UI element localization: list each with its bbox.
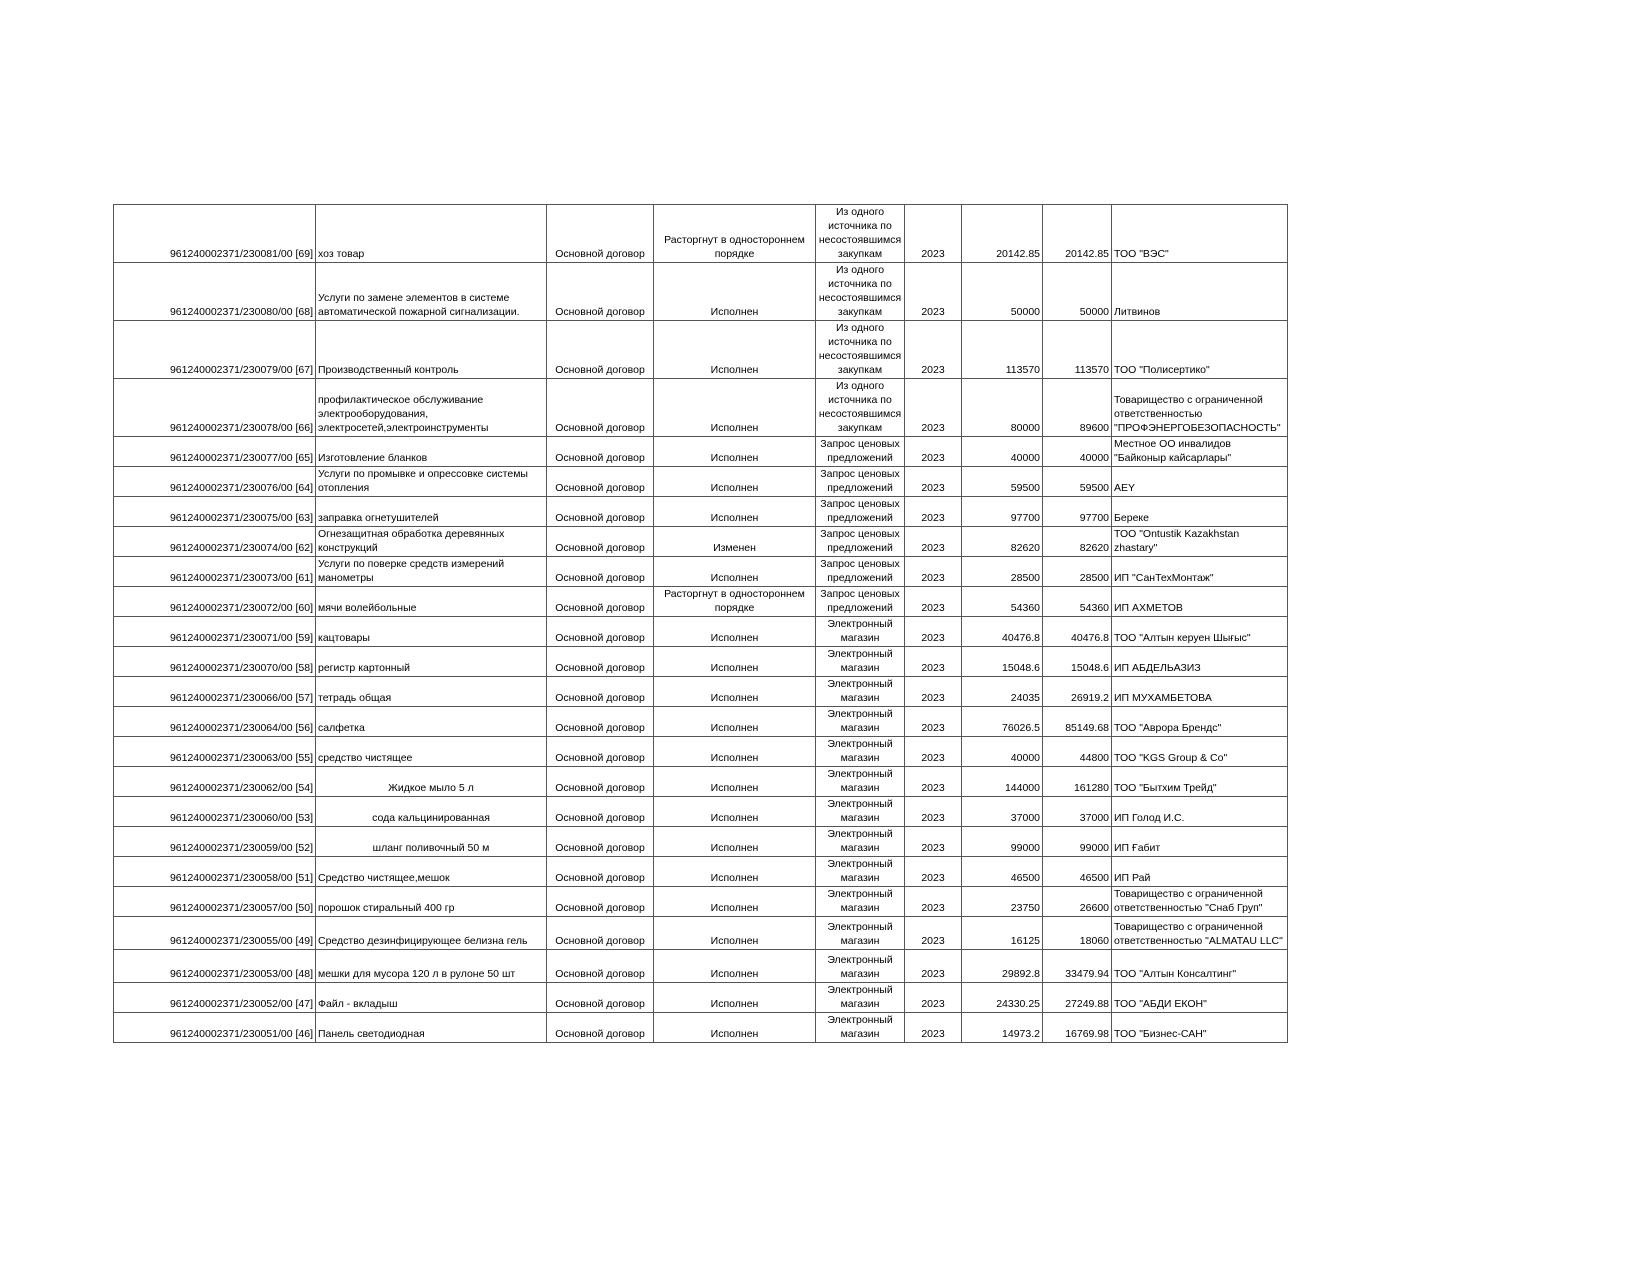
amount-cell: 40476.8 [962,617,1043,647]
subject-cell: Услуги по промывке и опрессовке системы отопления [316,467,547,497]
supplier-cell: AEY [1112,467,1288,497]
amount-cell: 15048.6 [962,647,1043,677]
contract-type-cell: Основной договор [547,983,654,1013]
year-cell: 2023 [905,1013,962,1043]
year-cell: 2023 [905,983,962,1013]
table-row [114,467,1288,497]
procurement-method-cell: Электронный магазин [816,1013,905,1043]
contract-id-cell: 961240002371/230073/00 [61] [114,557,316,587]
amount-with-vat-cell: 44800 [1043,737,1112,767]
contract-type-cell: Основной договор [547,497,654,527]
status-cell: Исполнен [654,321,816,379]
procurement-method-cell: Электронный магазин [816,737,905,767]
contract-id-cell: 961240002371/230071/00 [59] [114,617,316,647]
procurement-method-cell: Электронный магазин [816,797,905,827]
supplier-cell: ТОО "Бытхим Трейд" [1112,767,1288,797]
supplier-cell: Береке [1112,497,1288,527]
status-cell: Исполнен [654,737,816,767]
year-cell: 2023 [905,647,962,677]
year-cell: 2023 [905,797,962,827]
year-cell: 2023 [905,497,962,527]
contract-id-cell: 961240002371/230060/00 [53] [114,797,316,827]
supplier-cell: Товарищество с ограниченной ответственностью "ALMATAU LLC" [1112,917,1288,950]
contracts-table [113,204,1288,1043]
contract-id-cell: 961240002371/230080/00 [68] [114,263,316,321]
year-cell: 2023 [905,707,962,737]
table-row [114,379,1288,437]
contract-type-cell: Основной договор [547,647,654,677]
table-row [114,497,1288,527]
amount-cell: 54360 [962,587,1043,617]
amount-with-vat-cell: 99000 [1043,827,1112,857]
table-row [114,917,1288,950]
procurement-method-cell: Электронный магазин [816,983,905,1013]
contract-id-cell: 961240002371/230064/00 [56] [114,707,316,737]
amount-cell: 99000 [962,827,1043,857]
subject-cell: Панель светодиодная [316,1013,547,1043]
amount-cell: 14973.2 [962,1013,1043,1043]
amount-cell: 40000 [962,437,1043,467]
supplier-cell: Местное ОО инвалидов "Байконыр кайсарлары" [1112,437,1288,467]
status-cell: Исполнен [654,857,816,887]
status-cell: Исполнен [654,379,816,437]
table-row [114,437,1288,467]
amount-with-vat-cell: 161280 [1043,767,1112,797]
procurement-method-cell: Из одного источника по несостоявшимся закупкам [816,263,905,321]
contract-type-cell: Основной договор [547,587,654,617]
year-cell: 2023 [905,437,962,467]
year-cell: 2023 [905,827,962,857]
subject-cell: салфетка [316,707,547,737]
contract-type-cell: Основной договор [547,557,654,587]
year-cell: 2023 [905,617,962,647]
status-cell: Изменен [654,527,816,557]
subject-cell: шланг поливочный 50 м [316,827,547,857]
subject-cell: сода кальцинированная [316,797,547,827]
subject-cell: средство чистящее [316,737,547,767]
amount-with-vat-cell: 16769.98 [1043,1013,1112,1043]
status-cell: Исполнен [654,437,816,467]
amount-with-vat-cell: 33479.94 [1043,950,1112,983]
contract-id-cell: 961240002371/230059/00 [52] [114,827,316,857]
contract-type-cell: Основной договор [547,1013,654,1043]
amount-with-vat-cell: 28500 [1043,557,1112,587]
contract-type-cell: Основной договор [547,917,654,950]
contract-id-cell: 961240002371/230078/00 [66] [114,379,316,437]
year-cell: 2023 [905,321,962,379]
status-cell: Исполнен [654,950,816,983]
subject-cell: регистр картонный [316,647,547,677]
status-cell: Исполнен [654,617,816,647]
year-cell: 2023 [905,677,962,707]
table-body [114,205,1288,1043]
contract-type-cell: Основной договор [547,677,654,707]
supplier-cell: ТОО "Ontustik Kazakhstan zhastary" [1112,527,1288,557]
procurement-method-cell: Запрос ценовых предложений [816,497,905,527]
contract-type-cell: Основной договор [547,617,654,647]
status-cell: Исполнен [654,827,816,857]
contract-type-cell: Основной договор [547,263,654,321]
supplier-cell: ТОО "KGS Group & Co" [1112,737,1288,767]
amount-with-vat-cell: 113570 [1043,321,1112,379]
subject-cell: Изготовление бланков [316,437,547,467]
year-cell: 2023 [905,857,962,887]
table-row [114,205,1288,263]
supplier-cell: ИП Голод И.С. [1112,797,1288,827]
supplier-cell: ИП АХМЕТОВ [1112,587,1288,617]
contract-id-cell: 961240002371/230063/00 [55] [114,737,316,767]
year-cell: 2023 [905,527,962,557]
status-cell: Исполнен [654,1013,816,1043]
amount-with-vat-cell: 50000 [1043,263,1112,321]
amount-with-vat-cell: 18060 [1043,917,1112,950]
amount-with-vat-cell: 85149.68 [1043,707,1112,737]
year-cell: 2023 [905,917,962,950]
procurement-method-cell: Электронный магазин [816,917,905,950]
supplier-cell: ТОО "ВЭС" [1112,205,1288,263]
amount-with-vat-cell: 40476.8 [1043,617,1112,647]
procurement-method-cell: Из одного источника по несостоявшимся закупкам [816,321,905,379]
amount-cell: 28500 [962,557,1043,587]
procurement-method-cell: Запрос ценовых предложений [816,467,905,497]
supplier-cell: ТОО "Алтын керуен Шығыс" [1112,617,1288,647]
procurement-method-cell: Из одного источника по несостоявшимся закупкам [816,205,905,263]
status-cell: Расторгнут в одностороннем порядке [654,205,816,263]
amount-cell: 40000 [962,737,1043,767]
subject-cell: мешки для мусора 120 л в рулоне 50 шт [316,950,547,983]
amount-with-vat-cell: 26919.2 [1043,677,1112,707]
contract-type-cell: Основной договор [547,205,654,263]
table-row [114,827,1288,857]
table-row [114,321,1288,379]
amount-cell: 29892.8 [962,950,1043,983]
contract-id-cell: 961240002371/230051/00 [46] [114,1013,316,1043]
subject-cell: кацтовары [316,617,547,647]
amount-with-vat-cell: 54360 [1043,587,1112,617]
table-row [114,263,1288,321]
procurement-method-cell: Электронный магазин [816,857,905,887]
amount-with-vat-cell: 46500 [1043,857,1112,887]
table-row [114,1013,1288,1043]
amount-with-vat-cell: 20142.85 [1043,205,1112,263]
year-cell: 2023 [905,950,962,983]
status-cell: Исполнен [654,467,816,497]
subject-cell: Средство чистящее,мешок [316,857,547,887]
contract-id-cell: 961240002371/230077/00 [65] [114,437,316,467]
status-cell: Исполнен [654,917,816,950]
amount-with-vat-cell: 26600 [1043,887,1112,917]
amount-cell: 46500 [962,857,1043,887]
table-row [114,677,1288,707]
contract-id-cell: 961240002371/230081/00 [69] [114,205,316,263]
year-cell: 2023 [905,379,962,437]
contract-type-cell: Основной договор [547,321,654,379]
subject-cell: мячи волейбольные [316,587,547,617]
amount-with-vat-cell: 97700 [1043,497,1112,527]
amount-cell: 80000 [962,379,1043,437]
supplier-cell: Литвинов [1112,263,1288,321]
table-row [114,707,1288,737]
contract-type-cell: Основной договор [547,797,654,827]
year-cell: 2023 [905,887,962,917]
supplier-cell: Товарищество с ограниченной ответственностью "ПРОФЭНЕРГОБЕЗОПАСНОСТЬ" [1112,379,1288,437]
supplier-cell: ТОО "Бизнес-САН" [1112,1013,1288,1043]
contract-id-cell: 961240002371/230079/00 [67] [114,321,316,379]
contract-type-cell: Основной договор [547,527,654,557]
status-cell: Исполнен [654,983,816,1013]
amount-cell: 16125 [962,917,1043,950]
status-cell: Исполнен [654,647,816,677]
supplier-cell: ТОО "Полисертико" [1112,321,1288,379]
contract-id-cell: 961240002371/230076/00 [64] [114,467,316,497]
subject-cell: хоз товар [316,205,547,263]
supplier-cell: ИП МУХАМБЕТОВА [1112,677,1288,707]
year-cell: 2023 [905,557,962,587]
year-cell: 2023 [905,737,962,767]
status-cell: Исполнен [654,677,816,707]
contract-type-cell: Основной договор [547,827,654,857]
procurement-method-cell: Запрос ценовых предложений [816,527,905,557]
amount-cell: 59500 [962,467,1043,497]
procurement-method-cell: Запрос ценовых предложений [816,587,905,617]
amount-with-vat-cell: 59500 [1043,467,1112,497]
contract-type-cell: Основной договор [547,467,654,497]
amount-cell: 113570 [962,321,1043,379]
status-cell: Расторгнут в одностороннем порядке [654,587,816,617]
table-row [114,857,1288,887]
subject-cell: Жидкое мыло 5 л [316,767,547,797]
supplier-cell: ИП Ғабит [1112,827,1288,857]
amount-cell: 24035 [962,677,1043,707]
table-row [114,647,1288,677]
procurement-method-cell: Электронный магазин [816,707,905,737]
year-cell: 2023 [905,467,962,497]
table-row [114,797,1288,827]
table-row [114,557,1288,587]
contract-id-cell: 961240002371/230072/00 [60] [114,587,316,617]
procurement-method-cell: Электронный магазин [816,647,905,677]
procurement-method-cell: Электронный магазин [816,677,905,707]
amount-with-vat-cell: 27249.88 [1043,983,1112,1013]
status-cell: Исполнен [654,707,816,737]
supplier-cell: ИП Рай [1112,857,1288,887]
amount-with-vat-cell: 89600 [1043,379,1112,437]
contract-type-cell: Основной договор [547,737,654,767]
supplier-cell: ТОО "Аврора Брендс" [1112,707,1288,737]
amount-cell: 37000 [962,797,1043,827]
subject-cell: Файл - вкладыш [316,983,547,1013]
supplier-cell: ИП АБДЕЛЬАЗИЗ [1112,647,1288,677]
subject-cell: профилактическое обслуживание электрооборудования, электросетей,электроинструменты [316,379,547,437]
status-cell: Исполнен [654,497,816,527]
contract-type-cell: Основной договор [547,707,654,737]
amount-with-vat-cell: 15048.6 [1043,647,1112,677]
contract-type-cell: Основной договор [547,950,654,983]
contract-id-cell: 961240002371/230057/00 [50] [114,887,316,917]
procurement-method-cell: Электронный магазин [816,827,905,857]
year-cell: 2023 [905,263,962,321]
supplier-cell: ТОО "Алтын Консалтинг" [1112,950,1288,983]
table-row [114,887,1288,917]
amount-cell: 23750 [962,887,1043,917]
contract-type-cell: Основной договор [547,887,654,917]
status-cell: Исполнен [654,887,816,917]
subject-cell: тетрадь общая [316,677,547,707]
year-cell: 2023 [905,587,962,617]
procurement-method-cell: Запрос ценовых предложений [816,437,905,467]
table-row [114,617,1288,647]
amount-cell: 50000 [962,263,1043,321]
status-cell: Исполнен [654,263,816,321]
contract-id-cell: 961240002371/230070/00 [58] [114,647,316,677]
table-row [114,983,1288,1013]
table-row [114,737,1288,767]
subject-cell: Огнезащитная обработка деревянных конструкций [316,527,547,557]
contract-type-cell: Основной договор [547,437,654,467]
amount-cell: 76026.5 [962,707,1043,737]
subject-cell: Услуги по замене элементов в системе автоматической пожарной сигнализации. [316,263,547,321]
subject-cell: порошок стиральный 400 гр [316,887,547,917]
contract-type-cell: Основной договор [547,767,654,797]
year-cell: 2023 [905,767,962,797]
contract-id-cell: 961240002371/230052/00 [47] [114,983,316,1013]
contract-id-cell: 961240002371/230053/00 [48] [114,950,316,983]
amount-cell: 144000 [962,767,1043,797]
amount-cell: 97700 [962,497,1043,527]
procurement-method-cell: Из одного источника по несостоявшимся закупкам [816,379,905,437]
amount-cell: 82620 [962,527,1043,557]
year-cell: 2023 [905,205,962,263]
procurement-method-cell: Запрос ценовых предложений [816,557,905,587]
table-row [114,767,1288,797]
subject-cell: Средство дезинфицирующее белизна гель [316,917,547,950]
subject-cell: заправка огнетушителей [316,497,547,527]
status-cell: Исполнен [654,797,816,827]
amount-with-vat-cell: 40000 [1043,437,1112,467]
subject-cell: Услуги по поверке средств измерений манометры [316,557,547,587]
contract-type-cell: Основной договор [547,857,654,887]
table-row [114,950,1288,983]
contract-id-cell: 961240002371/230066/00 [57] [114,677,316,707]
procurement-method-cell: Электронный магазин [816,887,905,917]
supplier-cell: ТОО "АБДИ ЕКОН" [1112,983,1288,1013]
contract-id-cell: 961240002371/230055/00 [49] [114,917,316,950]
table-row [114,527,1288,557]
procurement-method-cell: Электронный магазин [816,617,905,647]
contract-type-cell: Основной договор [547,379,654,437]
amount-cell: 24330.25 [962,983,1043,1013]
status-cell: Исполнен [654,767,816,797]
procurement-method-cell: Электронный магазин [816,950,905,983]
subject-cell: Производственный контроль [316,321,547,379]
amount-cell: 20142.85 [962,205,1043,263]
procurement-method-cell: Электронный магазин [816,767,905,797]
supplier-cell: Товарищество с ограниченной ответственностью "Снаб Груп" [1112,887,1288,917]
contract-id-cell: 961240002371/230075/00 [63] [114,497,316,527]
contract-id-cell: 961240002371/230074/00 [62] [114,527,316,557]
table-row [114,587,1288,617]
amount-with-vat-cell: 37000 [1043,797,1112,827]
supplier-cell: ИП "СанТехМонтаж" [1112,557,1288,587]
contract-id-cell: 961240002371/230058/00 [51] [114,857,316,887]
status-cell: Исполнен [654,557,816,587]
amount-with-vat-cell: 82620 [1043,527,1112,557]
contract-id-cell: 961240002371/230062/00 [54] [114,767,316,797]
